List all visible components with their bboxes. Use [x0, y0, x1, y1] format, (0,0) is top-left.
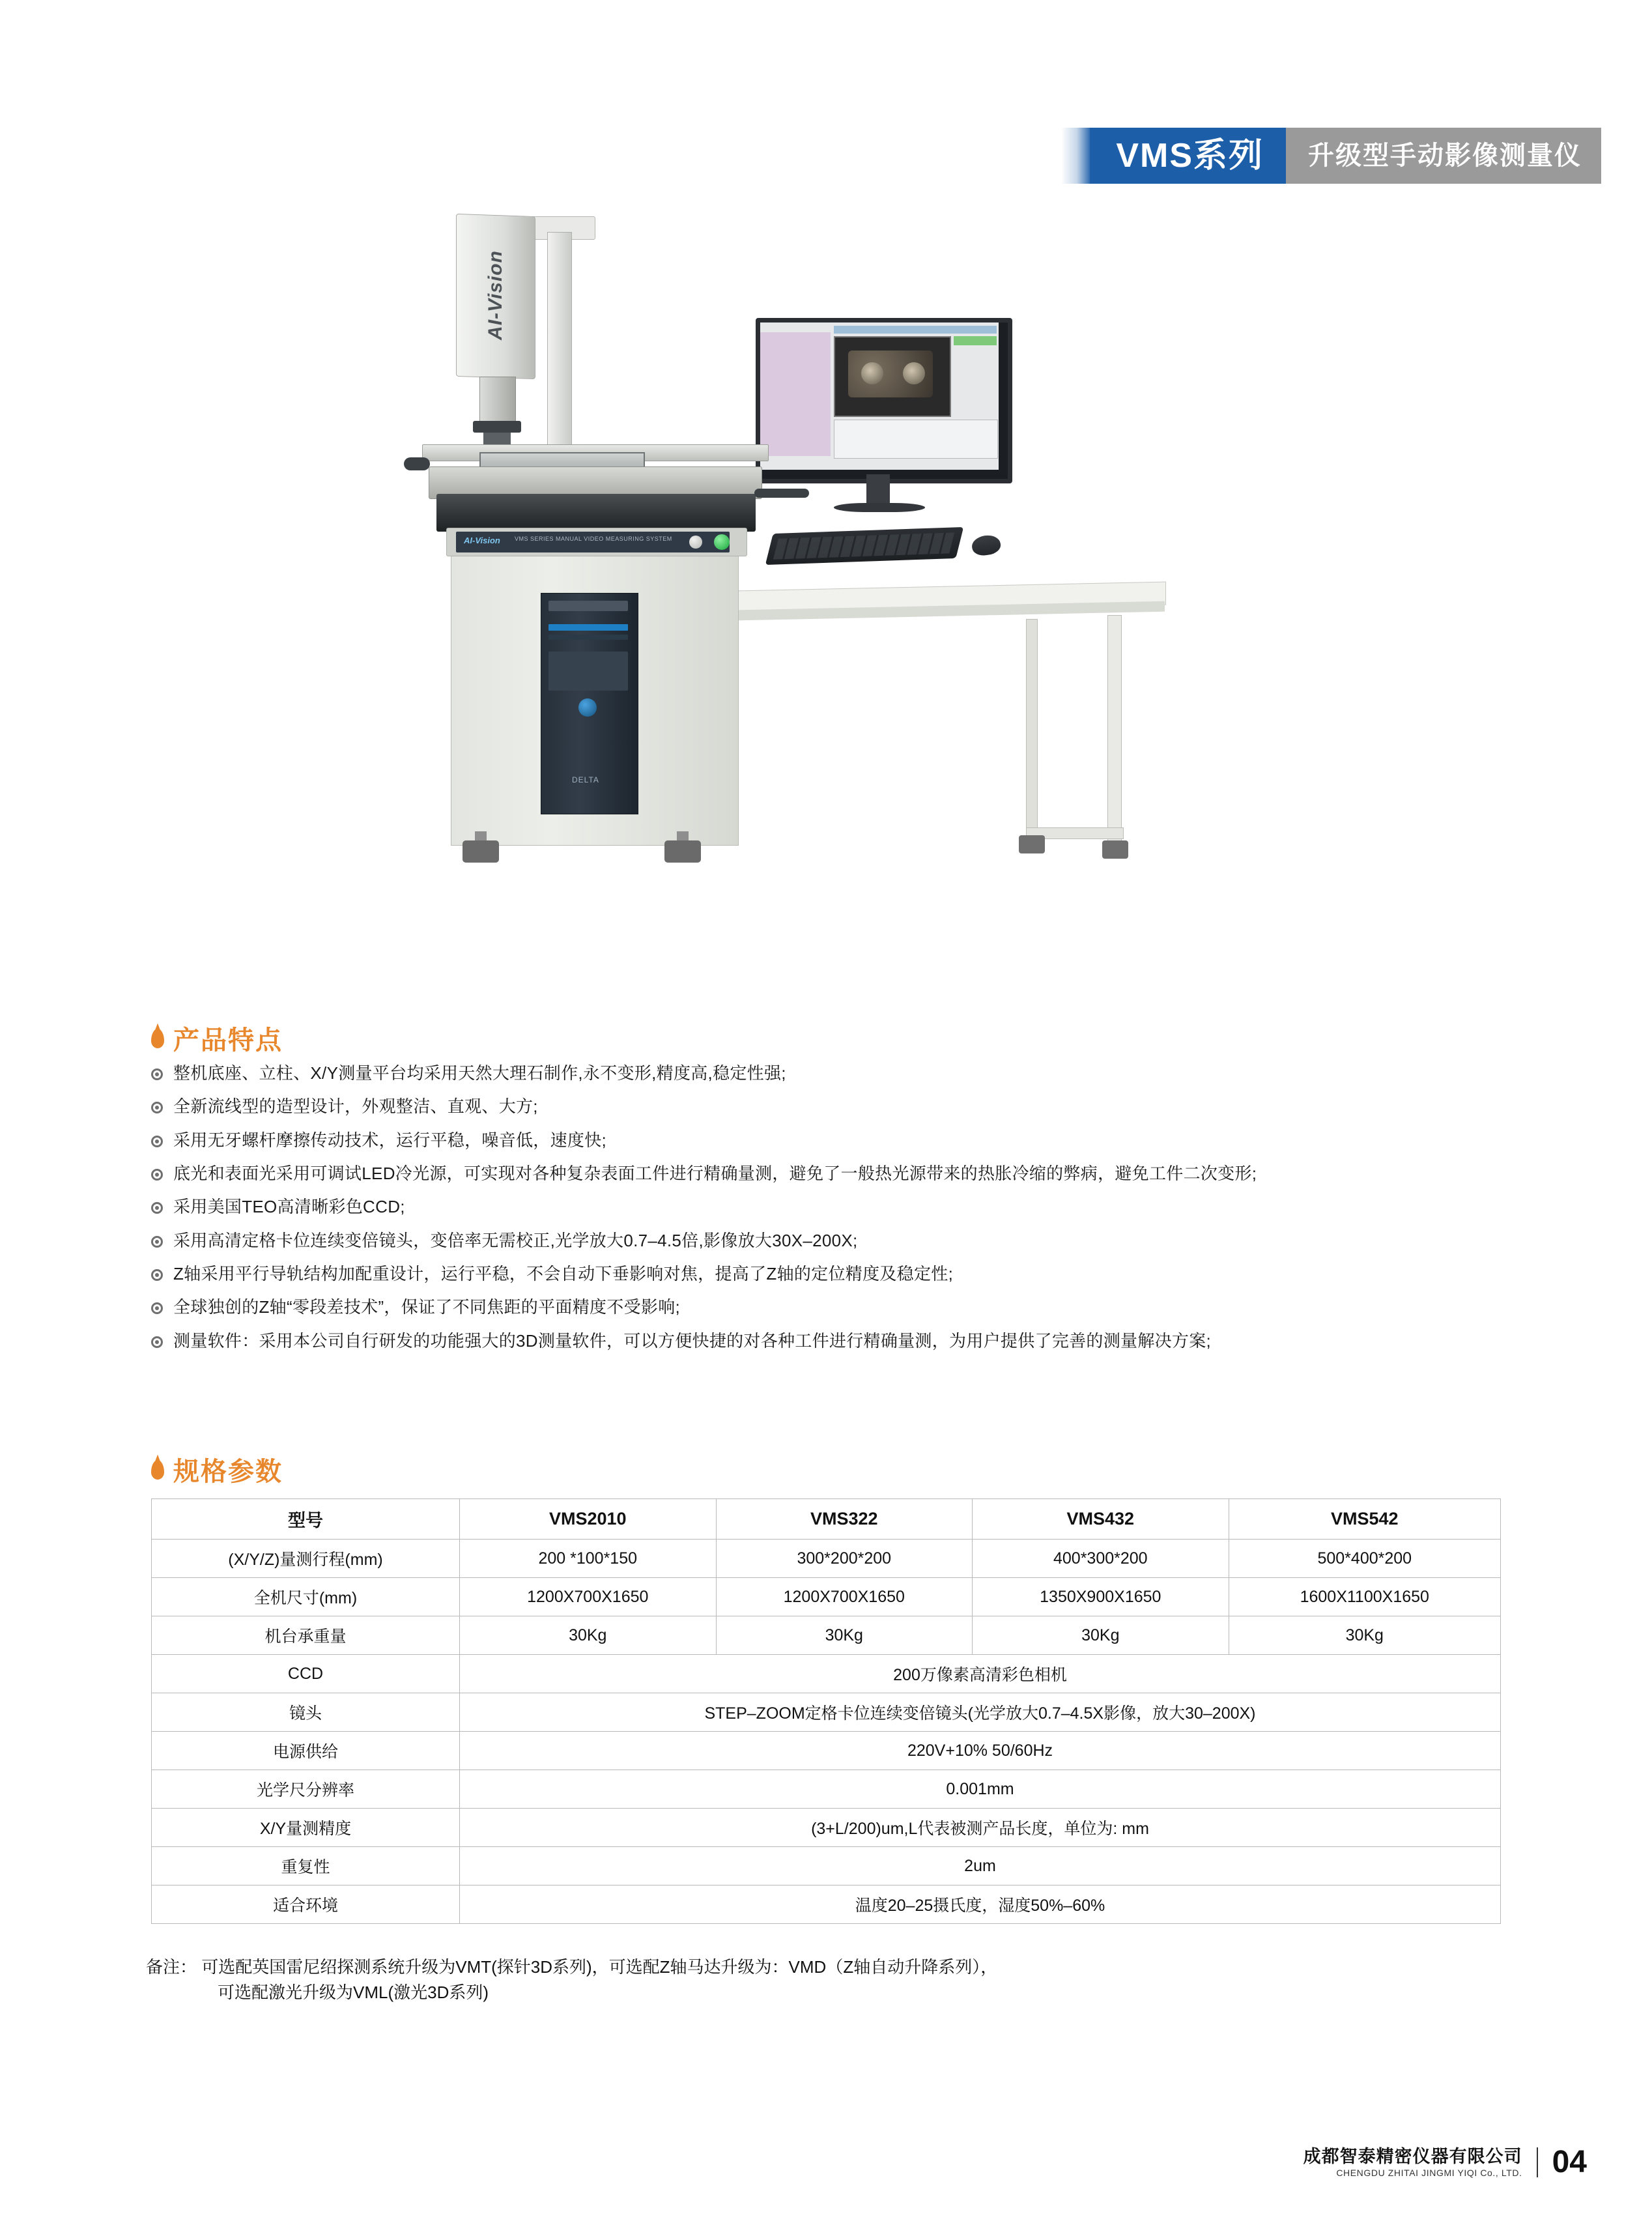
column-header-model: 型号 — [152, 1499, 460, 1540]
features-title: 产品特点 — [173, 1026, 283, 1055]
list-item — [151, 1095, 1539, 1117]
cell-value: 1600X1100X1650 — [1229, 1578, 1500, 1616]
company-name-en: CHENGDU ZHITAI JINGMI YIQI Co., LTD. — [1336, 2168, 1522, 2179]
table-row — [152, 1540, 1501, 1578]
table-row — [152, 1616, 1501, 1655]
bullet-icon — [151, 1136, 163, 1147]
table-row — [152, 1885, 1501, 1924]
row-label: 镜头 — [152, 1693, 460, 1732]
page-number: 04 — [1552, 2145, 1587, 2179]
cell-value: 220V+10% 50/60Hz — [460, 1732, 1501, 1770]
table-row — [152, 1732, 1501, 1770]
cell-value: 0.001mm — [460, 1770, 1501, 1809]
row-label: X/Y量测精度 — [152, 1809, 460, 1847]
row-label: CCD — [152, 1655, 460, 1693]
bullet-icon — [151, 1068, 163, 1080]
lens-ring — [473, 421, 521, 433]
list-item — [151, 1196, 1539, 1218]
row-label: 适合环境 — [152, 1885, 460, 1924]
list-item — [151, 1162, 1539, 1184]
tower-front-panel — [548, 652, 628, 691]
workpiece-hole — [903, 362, 925, 384]
features-list — [151, 1062, 1539, 1363]
feature-text: 采用高清定格卡位连续变倍镜头，变倍率无需校正,光学放大0.7–4.5倍,影像放大30X–200X; — [173, 1230, 858, 1250]
cell-value: 2um — [460, 1847, 1501, 1885]
tower-power-button — [578, 698, 597, 717]
page-footer — [1303, 2144, 1587, 2180]
software-status-bar — [954, 336, 997, 345]
table-row — [152, 1655, 1501, 1693]
desk-leg-left — [1026, 619, 1038, 835]
cell-value: 1200X700X1650 — [716, 1578, 973, 1616]
cell-value: (3+L/200)um,L代表被测产品长度，单位为: mm — [460, 1809, 1501, 1847]
cell-value: 300*200*200 — [716, 1540, 973, 1578]
feature-text: 整机底座、立柱、X/Y测量平台均采用天然大理石制作,永不变形,精度高,稳定性强; — [173, 1063, 786, 1083]
tower-drive-bay — [548, 601, 628, 611]
cell-value: 30Kg — [973, 1616, 1229, 1655]
cell-value: 30Kg — [1229, 1616, 1500, 1655]
list-item — [151, 1263, 1539, 1285]
table-row — [152, 1809, 1501, 1847]
lens-tube — [479, 377, 516, 422]
table-row — [152, 1693, 1501, 1732]
software-data-grid — [834, 420, 998, 459]
product-photo — [352, 202, 1238, 977]
software-side-panel — [760, 332, 831, 456]
column-header-vms432: VMS432 — [973, 1499, 1229, 1540]
bullet-icon — [151, 1169, 163, 1181]
flame-icon — [151, 1460, 164, 1480]
series-title: VMS系列 — [1090, 128, 1286, 184]
cell-value: 1200X700X1650 — [460, 1578, 717, 1616]
cell-value: STEP–ZOOM定格卡位连续变倍镜头(光学放大0.7–4.5X影像，放大30–200X) — [460, 1693, 1501, 1732]
features-section-heading — [151, 1020, 283, 1057]
mouse — [971, 534, 1002, 557]
list-item — [151, 1062, 1539, 1084]
list-item — [151, 1296, 1539, 1318]
spec-note — [146, 1955, 1514, 2005]
cabinet-foot-pad — [463, 840, 499, 863]
stage-knob-left — [404, 457, 430, 470]
note-line-1: 备注： 可选配英国雷尼绍探测系统升级为VMT(探针3D系列)，可选配Z轴马达升级为：VMD（Z轴自动升降系列）， — [146, 1957, 998, 1977]
feature-text: Z轴采用平行导轨结构加配重设计，运行平稳，不会自动下垂影响对焦，提高了Z轴的定位精度及稳定性; — [173, 1263, 954, 1283]
bullet-icon — [151, 1102, 163, 1113]
table-row — [152, 1578, 1501, 1616]
column-header-vms2010: VMS2010 — [460, 1499, 717, 1540]
column-header-vms542: VMS542 — [1229, 1499, 1500, 1540]
machine-brand-label: AI-Vision — [485, 250, 506, 340]
feature-text: 测量软件：采用本公司自行研发的功能强大的3D测量软件，可以方便快捷的对各种工件进行精确量测，为用户提供了完善的测量解决方案; — [173, 1330, 1212, 1351]
note-line-2: 可选配激光升级为VML(激光3D系列) — [218, 1983, 489, 2002]
cell-value: 1350X900X1650 — [973, 1578, 1229, 1616]
table-header-row — [152, 1499, 1501, 1540]
power-switch-green — [714, 534, 730, 550]
tower-vent-strip — [548, 635, 628, 640]
row-label: 机台承重量 — [152, 1616, 460, 1655]
list-item — [151, 1129, 1539, 1151]
software-toolbar — [834, 326, 997, 334]
feature-text: 底光和表面光采用可调试LED冷光源，可实现对各种复杂表面工件进行精确量测，避免了一般热光源带来的热胀冷缩的弊病，避免工件二次变形; — [173, 1163, 1257, 1183]
feature-text: 全球独创的Z轴“零段差技术”，保证了不同焦距的平面精度不受影响; — [173, 1297, 681, 1317]
tower-accent-strip — [548, 624, 628, 631]
bullet-icon — [151, 1336, 163, 1348]
monitor-stand-neck — [866, 474, 890, 506]
workpiece-hole — [861, 362, 883, 384]
row-label: (X/Y/Z)量测行程(mm) — [152, 1540, 460, 1578]
bullet-icon — [151, 1202, 163, 1214]
row-label: 光学尺分辨率 — [152, 1770, 460, 1809]
z-axis-column — [547, 232, 572, 473]
cell-value: 400*300*200 — [973, 1540, 1229, 1578]
desk-foot-pad — [1019, 835, 1045, 853]
spec-title: 规格参数 — [173, 1457, 283, 1486]
desk-foot-pad — [1102, 840, 1128, 859]
bullet-icon — [151, 1269, 163, 1281]
cell-value: 500*400*200 — [1229, 1540, 1500, 1578]
row-label: 电源供给 — [152, 1732, 460, 1770]
cell-value: 30Kg — [460, 1616, 717, 1655]
tower-brand-label: DELTA — [572, 775, 599, 784]
feature-text: 全新流线型的造型设计，外观整洁、直观、大方; — [173, 1096, 538, 1117]
spec-section-heading — [151, 1451, 283, 1488]
cell-value: 200万像素高清彩色相机 — [460, 1655, 1501, 1693]
granite-base — [436, 494, 756, 532]
feature-text: 采用无牙螺杆摩擦传动技术，运行平稳，噪音低，速度快; — [173, 1130, 607, 1150]
power-switch-gray — [689, 536, 702, 549]
row-label: 全机尺寸(mm) — [152, 1578, 460, 1616]
desk-leg-right — [1107, 615, 1122, 851]
cell-value: 温度20–25摄氏度，湿度50%–60% — [460, 1885, 1501, 1924]
series-subtitle: 升级型手动影像测量仪 — [1286, 128, 1601, 184]
table-row — [152, 1770, 1501, 1809]
monitor-stand-base — [834, 503, 925, 512]
column-header-vms322: VMS322 — [716, 1499, 973, 1540]
cell-value: 30Kg — [716, 1616, 973, 1655]
cabinet-panel-text: VMS SERIES MANUAL VIDEO MEASURING SYSTEM — [515, 536, 672, 542]
cabinet-brand-label: AI-Vision — [464, 536, 500, 545]
bullet-icon — [151, 1236, 163, 1248]
table-row — [152, 1847, 1501, 1885]
flame-icon — [151, 1029, 164, 1048]
cell-value: 200 *100*150 — [460, 1540, 717, 1578]
company-name-cn: 成都智泰精密仪器有限公司 — [1303, 2146, 1522, 2166]
specifications-table — [151, 1498, 1501, 1924]
list-item — [151, 1330, 1539, 1352]
cabinet-foot-pad — [664, 840, 701, 863]
row-label: 重复性 — [152, 1847, 460, 1885]
list-item — [151, 1229, 1539, 1252]
footer-divider — [1537, 2147, 1538, 2177]
feature-text: 采用美国TEO高清晰彩色CCD; — [173, 1197, 405, 1217]
stage-knob-right — [754, 489, 809, 498]
bullet-icon — [151, 1302, 163, 1314]
page-header-banner — [1090, 128, 1601, 184]
